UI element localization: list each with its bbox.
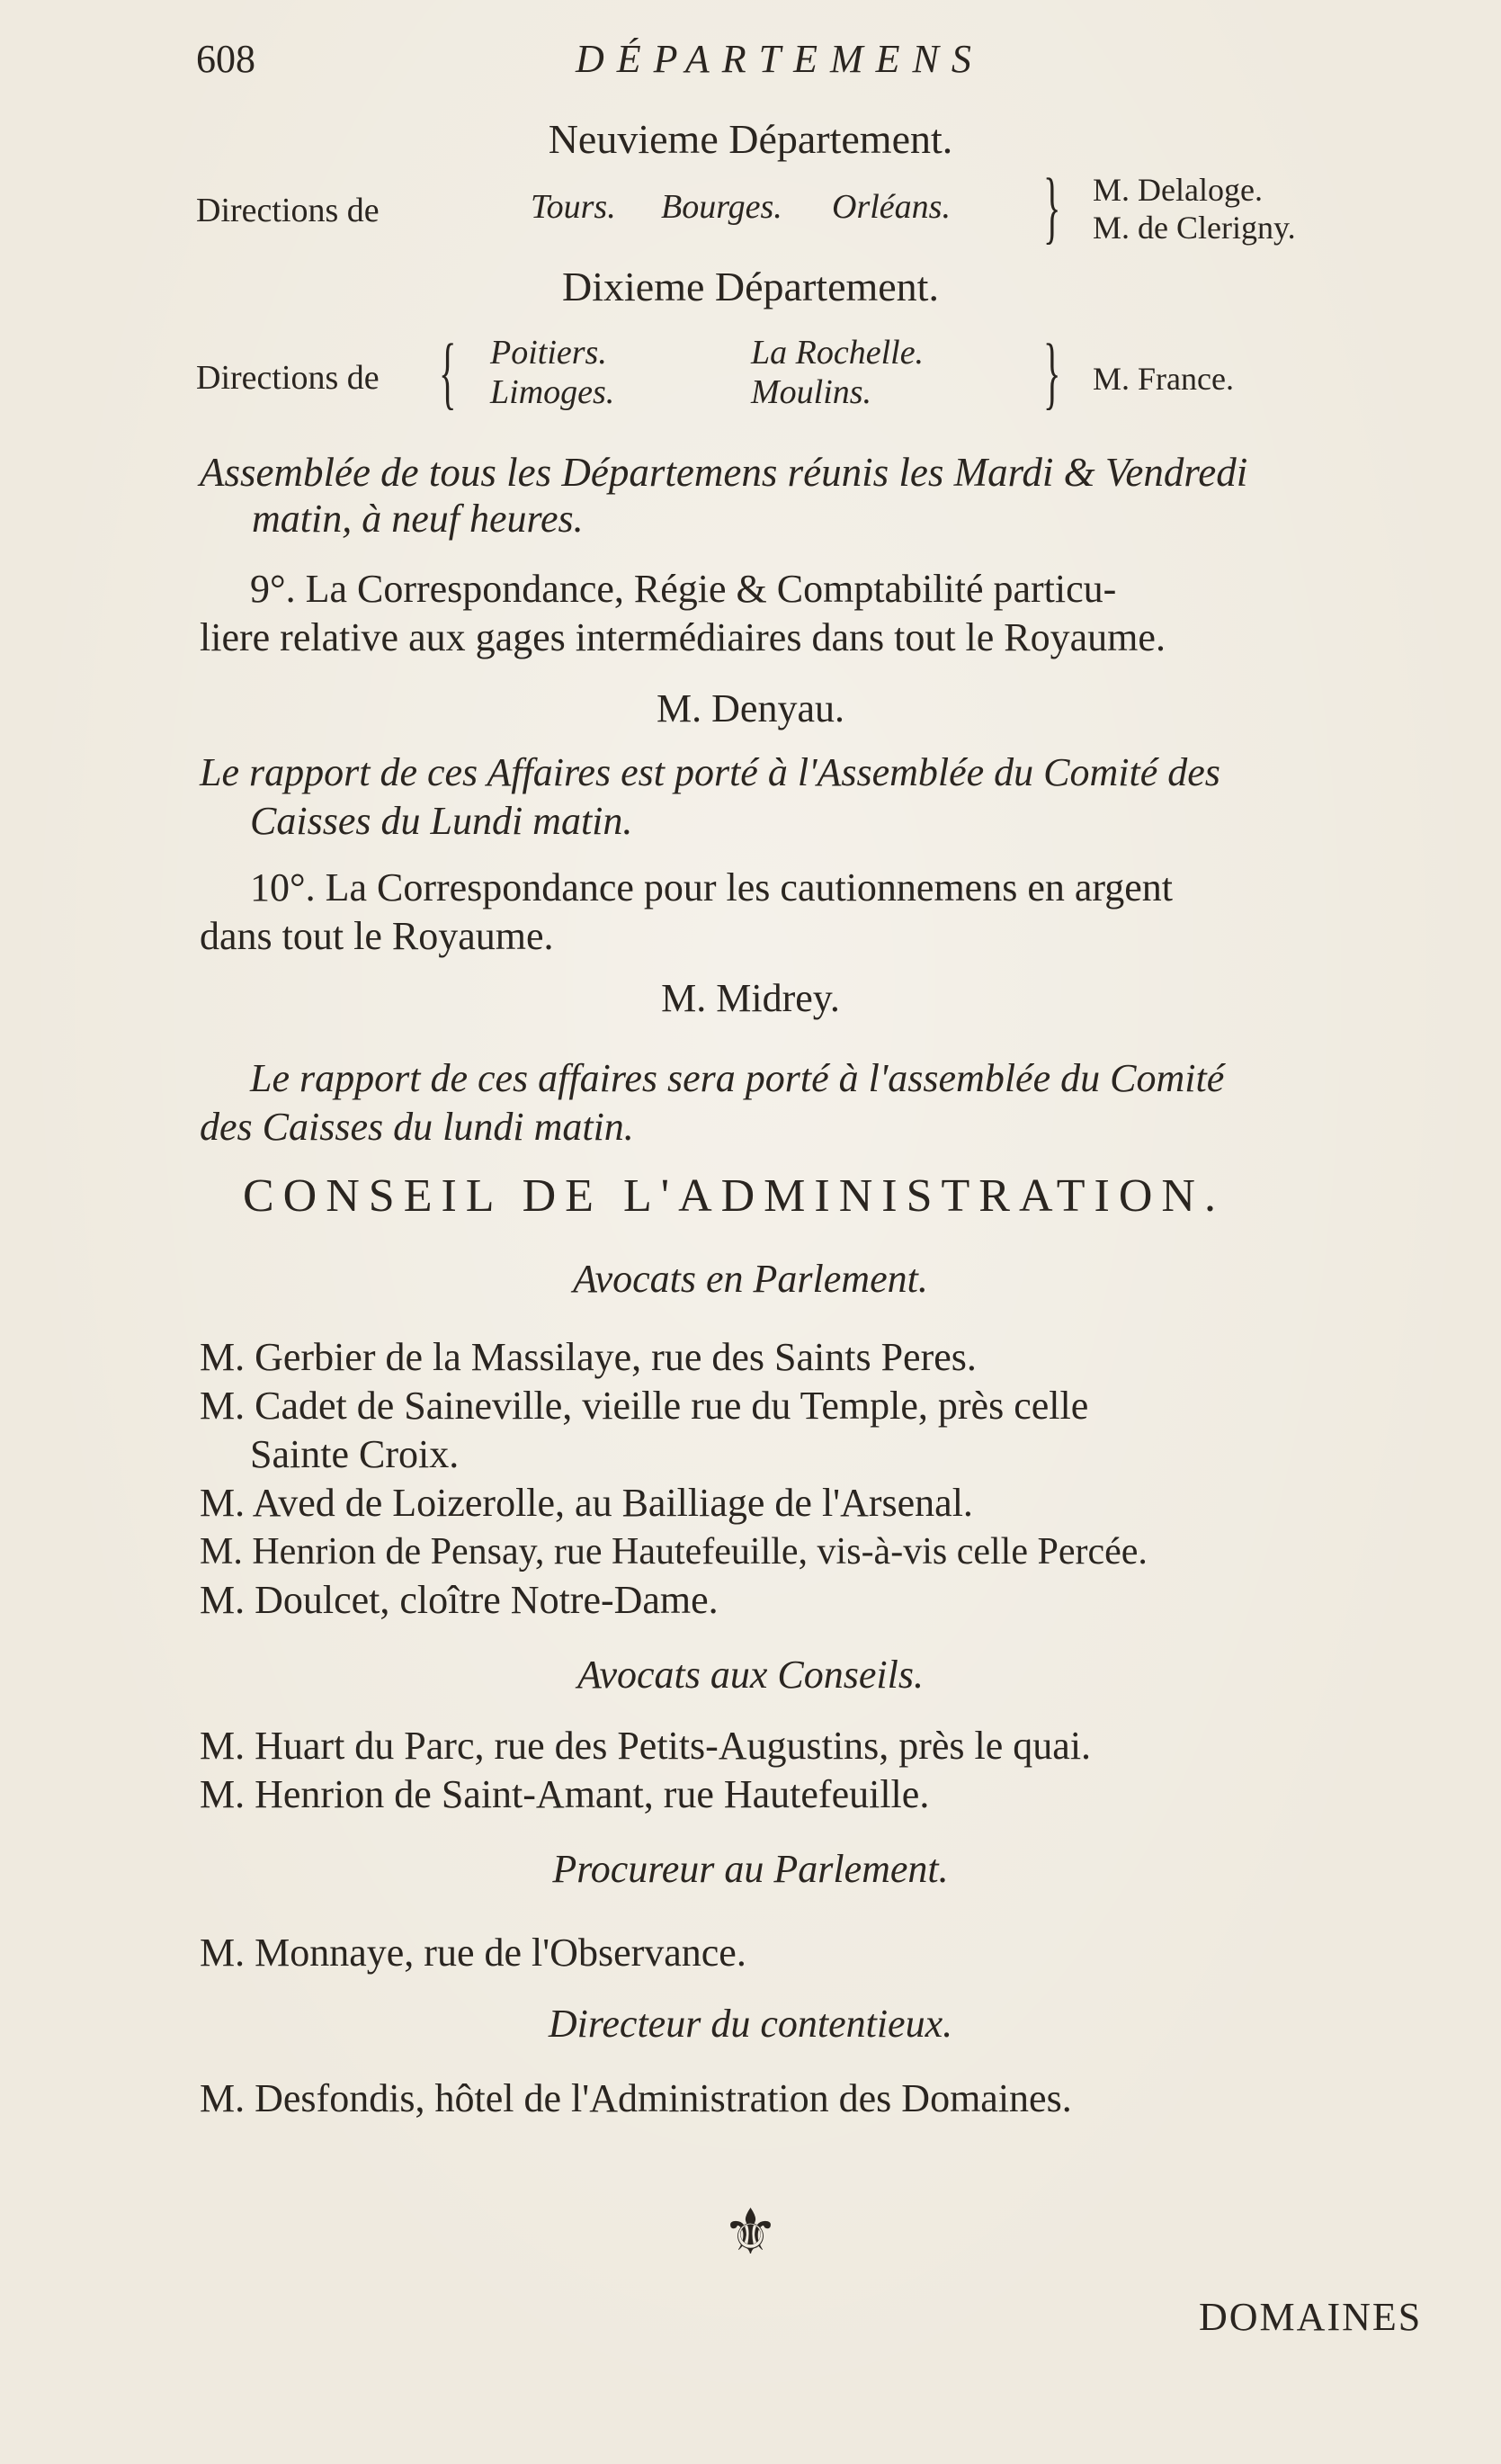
fleur-de-lis-icon: ⚜ — [722, 2199, 779, 2268]
dept10-brace-left: { — [439, 328, 457, 417]
dept9-label: Directions de — [196, 192, 380, 229]
avocats-conseils-heading: Avocats aux Conseils. — [577, 1653, 924, 1697]
dept9-city-1: Tours. — [531, 188, 616, 226]
avocats-parlement-heading: Avocats en Parlement. — [573, 1257, 928, 1301]
dept9-city-3: Orléans. — [832, 188, 951, 226]
dept10-label: Directions de — [196, 359, 380, 397]
dept10-city-3: Limoges. — [490, 373, 615, 411]
dept10-city-2: La Rochelle. — [751, 334, 925, 372]
item10-line-2: dans tout le Royaume. — [200, 914, 554, 958]
dept10-person: M. France. — [1093, 361, 1234, 397]
dept9-person-2: M. de Clerigny. — [1093, 210, 1296, 246]
catchword: DOMAINES — [1199, 2295, 1423, 2339]
entry-huart: M. Huart du Parc, rue des Petits-Augustins, près le quai. — [200, 1724, 1092, 1768]
procureur-heading: Procureur au Parlement. — [552, 1847, 949, 1891]
item10-line-1: 10°. La Correspondance pour les cautionnemens en argent — [250, 865, 1174, 909]
entry-doulcet: M. Doulcet, cloître Notre-Dame. — [200, 1578, 719, 1622]
running-title: DÉPARTEMENS — [576, 37, 984, 81]
dept9-person-1: M. Delaloge. — [1093, 172, 1263, 208]
dept9-title: Neuvieme Département. — [548, 116, 953, 162]
dept9-brace: } — [1043, 163, 1061, 252]
council-title: CONSEIL DE L'ADMINISTRATION. — [243, 1170, 1225, 1222]
item10-name: M. Midrey. — [661, 976, 840, 1020]
directeur-heading: Directeur du contentieux. — [548, 2002, 953, 2046]
item9-line-2: liere relative aux gages intermédiaires dans tout le Royaume. — [200, 615, 1166, 659]
item9-note-1: Le rapport de ces Affaires est porté à l'Assemblée du Comité des — [200, 750, 1220, 794]
item10-note-2: des Caisses du lundi matin. — [200, 1105, 634, 1149]
dept10-brace-right: } — [1043, 328, 1061, 417]
page-number: 608 — [196, 37, 255, 81]
assembly-line-2: matin, à neuf heures. — [252, 497, 584, 541]
entry-henrion-amant: M. Henrion de Saint-Amant, rue Hautefeuille. — [200, 1772, 930, 1816]
dept10-city-1: Poitiers. — [490, 334, 607, 372]
entry-cadet-cont: Sainte Croix. — [250, 1432, 460, 1476]
item9-note-2: Caisses du Lundi matin. — [250, 799, 633, 843]
item9-line-1: 9°. La Correspondance, Régie & Comptabilité particu- — [250, 567, 1117, 611]
entry-gerbier: M. Gerbier de la Massilaye, rue des Saints Peres. — [200, 1335, 977, 1379]
dept9-city-2: Bourges. — [661, 188, 782, 226]
entry-cadet: M. Cadet de Saineville, vieille rue du Temple, près celle — [200, 1384, 1089, 1428]
item9-name: M. Denyau. — [657, 686, 844, 730]
dept10-title: Dixieme Département. — [562, 264, 939, 309]
entry-aved: M. Aved de Loizerolle, au Bailliage de l'Arsenal. — [200, 1481, 973, 1525]
entry-henrion-pensay: M. Henrion de Pensay, rue Hautefeuille, vis-à-vis celle Percée. — [200, 1531, 1148, 1572]
dept10-city-4: Moulins. — [751, 373, 872, 411]
assembly-line-1: Assemblée de tous les Départemens réunis les Mardi & Vendredi — [200, 450, 1248, 495]
entry-monnaye: M. Monnaye, rue de l'Observance. — [200, 1931, 746, 1975]
entry-desfondis: M. Desfondis, hôtel de l'Administration des Domaines. — [200, 2076, 1072, 2120]
item10-note-1: Le rapport de ces affaires sera porté à l'assemblée du Comité — [250, 1056, 1225, 1100]
